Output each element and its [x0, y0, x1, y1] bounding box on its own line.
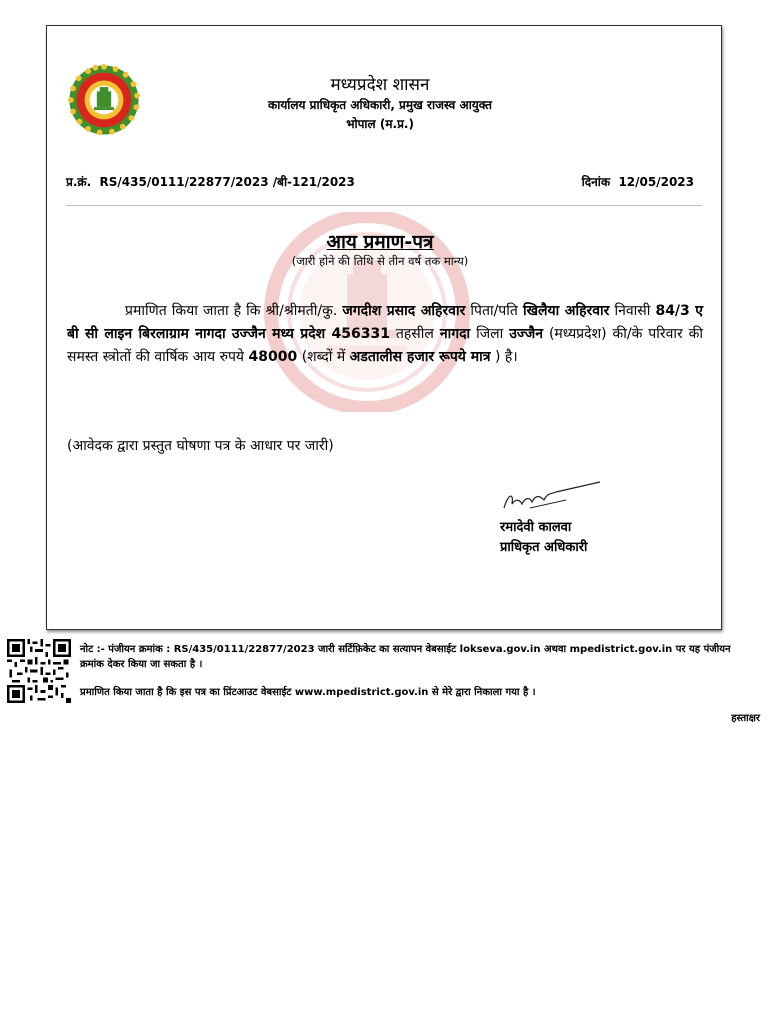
signatory-name: रमादेवी कालवा — [500, 520, 572, 535]
reference-value: RS/435/0111/22877/2023 /बी-121/2023 — [99, 175, 355, 189]
government-name: मध्यप्रदेश शासन — [330, 75, 430, 95]
declaration-note: (आवेदक द्वारा प्रस्तुत घोषणा पत्र के आधार पर जारी) — [67, 438, 334, 454]
body-text-4: तहसील — [395, 326, 434, 342]
header-divider — [66, 205, 702, 206]
body-text-5: जिला — [476, 326, 504, 342]
reference-label: प्र.क्रं. — [66, 175, 92, 189]
reference-number — [66, 173, 355, 190]
income-in-words: अडतालीस हजार रूपये मात्र — [349, 349, 491, 365]
body-text-1: प्रमाणित किया जाता है कि श्री/श्रीमती/कु. — [125, 303, 338, 319]
certificate-title: आय प्रमाण-पत्र — [326, 231, 434, 253]
body-text-2: पिता/पति — [470, 303, 518, 319]
office-name: कार्यालय प्राधिकृत अधिकारी, प्रमुख राजस्व आयुक्त — [268, 98, 492, 112]
date-label: दिनांक — [581, 175, 611, 189]
printout-note: प्रमाणित किया जाता है कि इस पत्र का प्रिंटआउट वेबसाईट www.mpedistrict.gov.in से मेरे द्वारा निकाला गया है । — [80, 687, 536, 698]
signatory-designation: प्राधिकृत अधिकारी — [500, 540, 588, 555]
office-city: भोपाल (म.प्र.) — [346, 117, 414, 131]
verification-note: नोट :- पंजीयन क्रमांक : RS/435/0111/22877/2023 जारी सर्टिफ़िकेट का सत्यापन वेबसाईट lokseva.gov.in अथवा mpedistrict.gov.in पर यह पंजीयन क्रमांक देकर किया जा सकता है । — [80, 644, 731, 670]
qr-code-icon[interactable] — [7, 639, 71, 703]
date-value: 12/05/2023 — [618, 175, 694, 189]
signature-label: हस्ताक्षर — [731, 713, 760, 724]
officer-signature-icon — [500, 478, 604, 518]
certificate-body — [67, 300, 703, 369]
tehsil: नागदा — [439, 326, 471, 342]
district: उज्जैन — [509, 326, 544, 342]
certificate-validity: (जारी होने की तिथि से तीन वर्ष तक मान्य) — [291, 254, 469, 268]
body-text-3: निवासी — [614, 303, 651, 319]
issue-date — [582, 173, 694, 190]
body-text-6: (मध्यप्रदेश) की/के परिवार की समस्त स्त्रोतों की वार्षिक आय रुपये — [67, 326, 704, 365]
applicant-name: जगदीश प्रसाद अहिरवार — [342, 303, 466, 319]
annual-income: 48000 — [248, 349, 298, 365]
father-name: खिलैया अहिरवार — [522, 303, 610, 319]
mp-government-emblem-icon — [68, 64, 140, 136]
body-text-8: ) है। — [494, 349, 518, 365]
address: 84/3 ए बी सी लाइन बिरलाग्राम नागदा उज्जैन मध्य प्रदेश 456331 — [67, 303, 704, 342]
body-text-7: (शब्दों में — [301, 349, 346, 365]
